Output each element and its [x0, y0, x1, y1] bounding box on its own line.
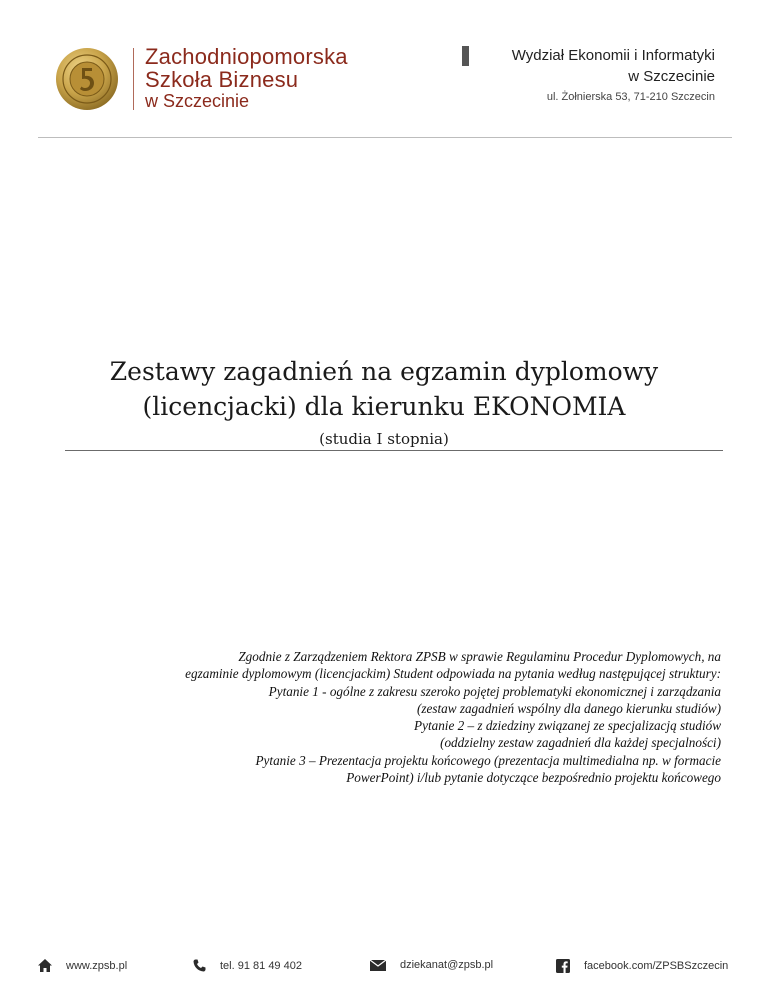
footer-phone[interactable]: [193, 959, 302, 972]
title-underline: [65, 450, 723, 451]
faculty-info: [478, 46, 715, 106]
title-line1: Zestawy zagadnień na egzamin dyplomowy: [109, 357, 659, 386]
home-icon: [38, 959, 52, 972]
footer-email[interactable]: [370, 959, 493, 971]
footer-website[interactable]: [38, 959, 127, 972]
intro-line: PowerPoint) i/lub pytanie dotyczące bezpośrednio projektu końcowego: [346, 770, 721, 786]
footer-facebook[interactable]: [556, 959, 728, 973]
intro-line: Pytanie 3 – Prezentacja projektu końcowego (prezentacja multimedialna np. w formacie: [255, 752, 721, 768]
intro-line: Zgodnie z Zarządzeniem Rektora ZPSB w sprawie Regulaminu Procedur Dyplomowych, na: [238, 649, 721, 664]
intro-line: Pytanie 1 - ogólne z zakresu szeroko pojętej problematyki ekonomicznej i zarządzania: [268, 683, 721, 699]
intro-paragraph: [60, 648, 721, 786]
logo-divider: [133, 48, 134, 110]
footer-facebook-text: facebook.com/ZPSBSzczecin: [584, 960, 729, 972]
intro-line: egzaminie dyplomowym (licencjackim) Student odpowiada na pytania według następującej struktury:: [185, 666, 721, 682]
document-title: [0, 354, 768, 452]
school-name-line2: Szkoła Biznesu: [145, 67, 299, 92]
school-name-line1: Zachodniopomorska: [145, 44, 348, 69]
intro-line: Pytanie 2 – z dziedziny związanej ze specjalizacją studiów: [414, 718, 721, 734]
footer-phone-text: tel. 91 81 49 402: [220, 959, 302, 972]
footer-email-text: dziekanat@zpsb.pl: [400, 959, 494, 971]
header-divider: [38, 137, 732, 138]
phone-icon: [193, 959, 206, 972]
envelope-icon: [370, 960, 386, 971]
facebook-icon: [556, 959, 570, 973]
school-name: [145, 45, 348, 111]
intro-line: (oddzielny zestaw zagadnień dla każdej specjalności): [440, 735, 721, 751]
title-subtitle: (studia I stopnia): [319, 430, 449, 448]
footer-website-text: www.zpsb.pl: [66, 959, 128, 972]
faculty-marker-bar: [462, 46, 469, 66]
school-seal-logo: [55, 47, 119, 111]
faculty-name: Wydział Ekonomii i Informatyki: [511, 47, 715, 64]
school-name-line3: w Szczecinie: [145, 91, 250, 111]
faculty-city: w Szczecinie: [628, 68, 715, 85]
intro-line: (zestaw zagadnień wspólny dla danego kierunku studiów): [416, 700, 721, 716]
faculty-address: ul. Żołnierska 53, 71-210 Szczecin: [546, 91, 715, 103]
title-line2: (licencjacki) dla kierunku EKONOMIA: [142, 392, 626, 421]
